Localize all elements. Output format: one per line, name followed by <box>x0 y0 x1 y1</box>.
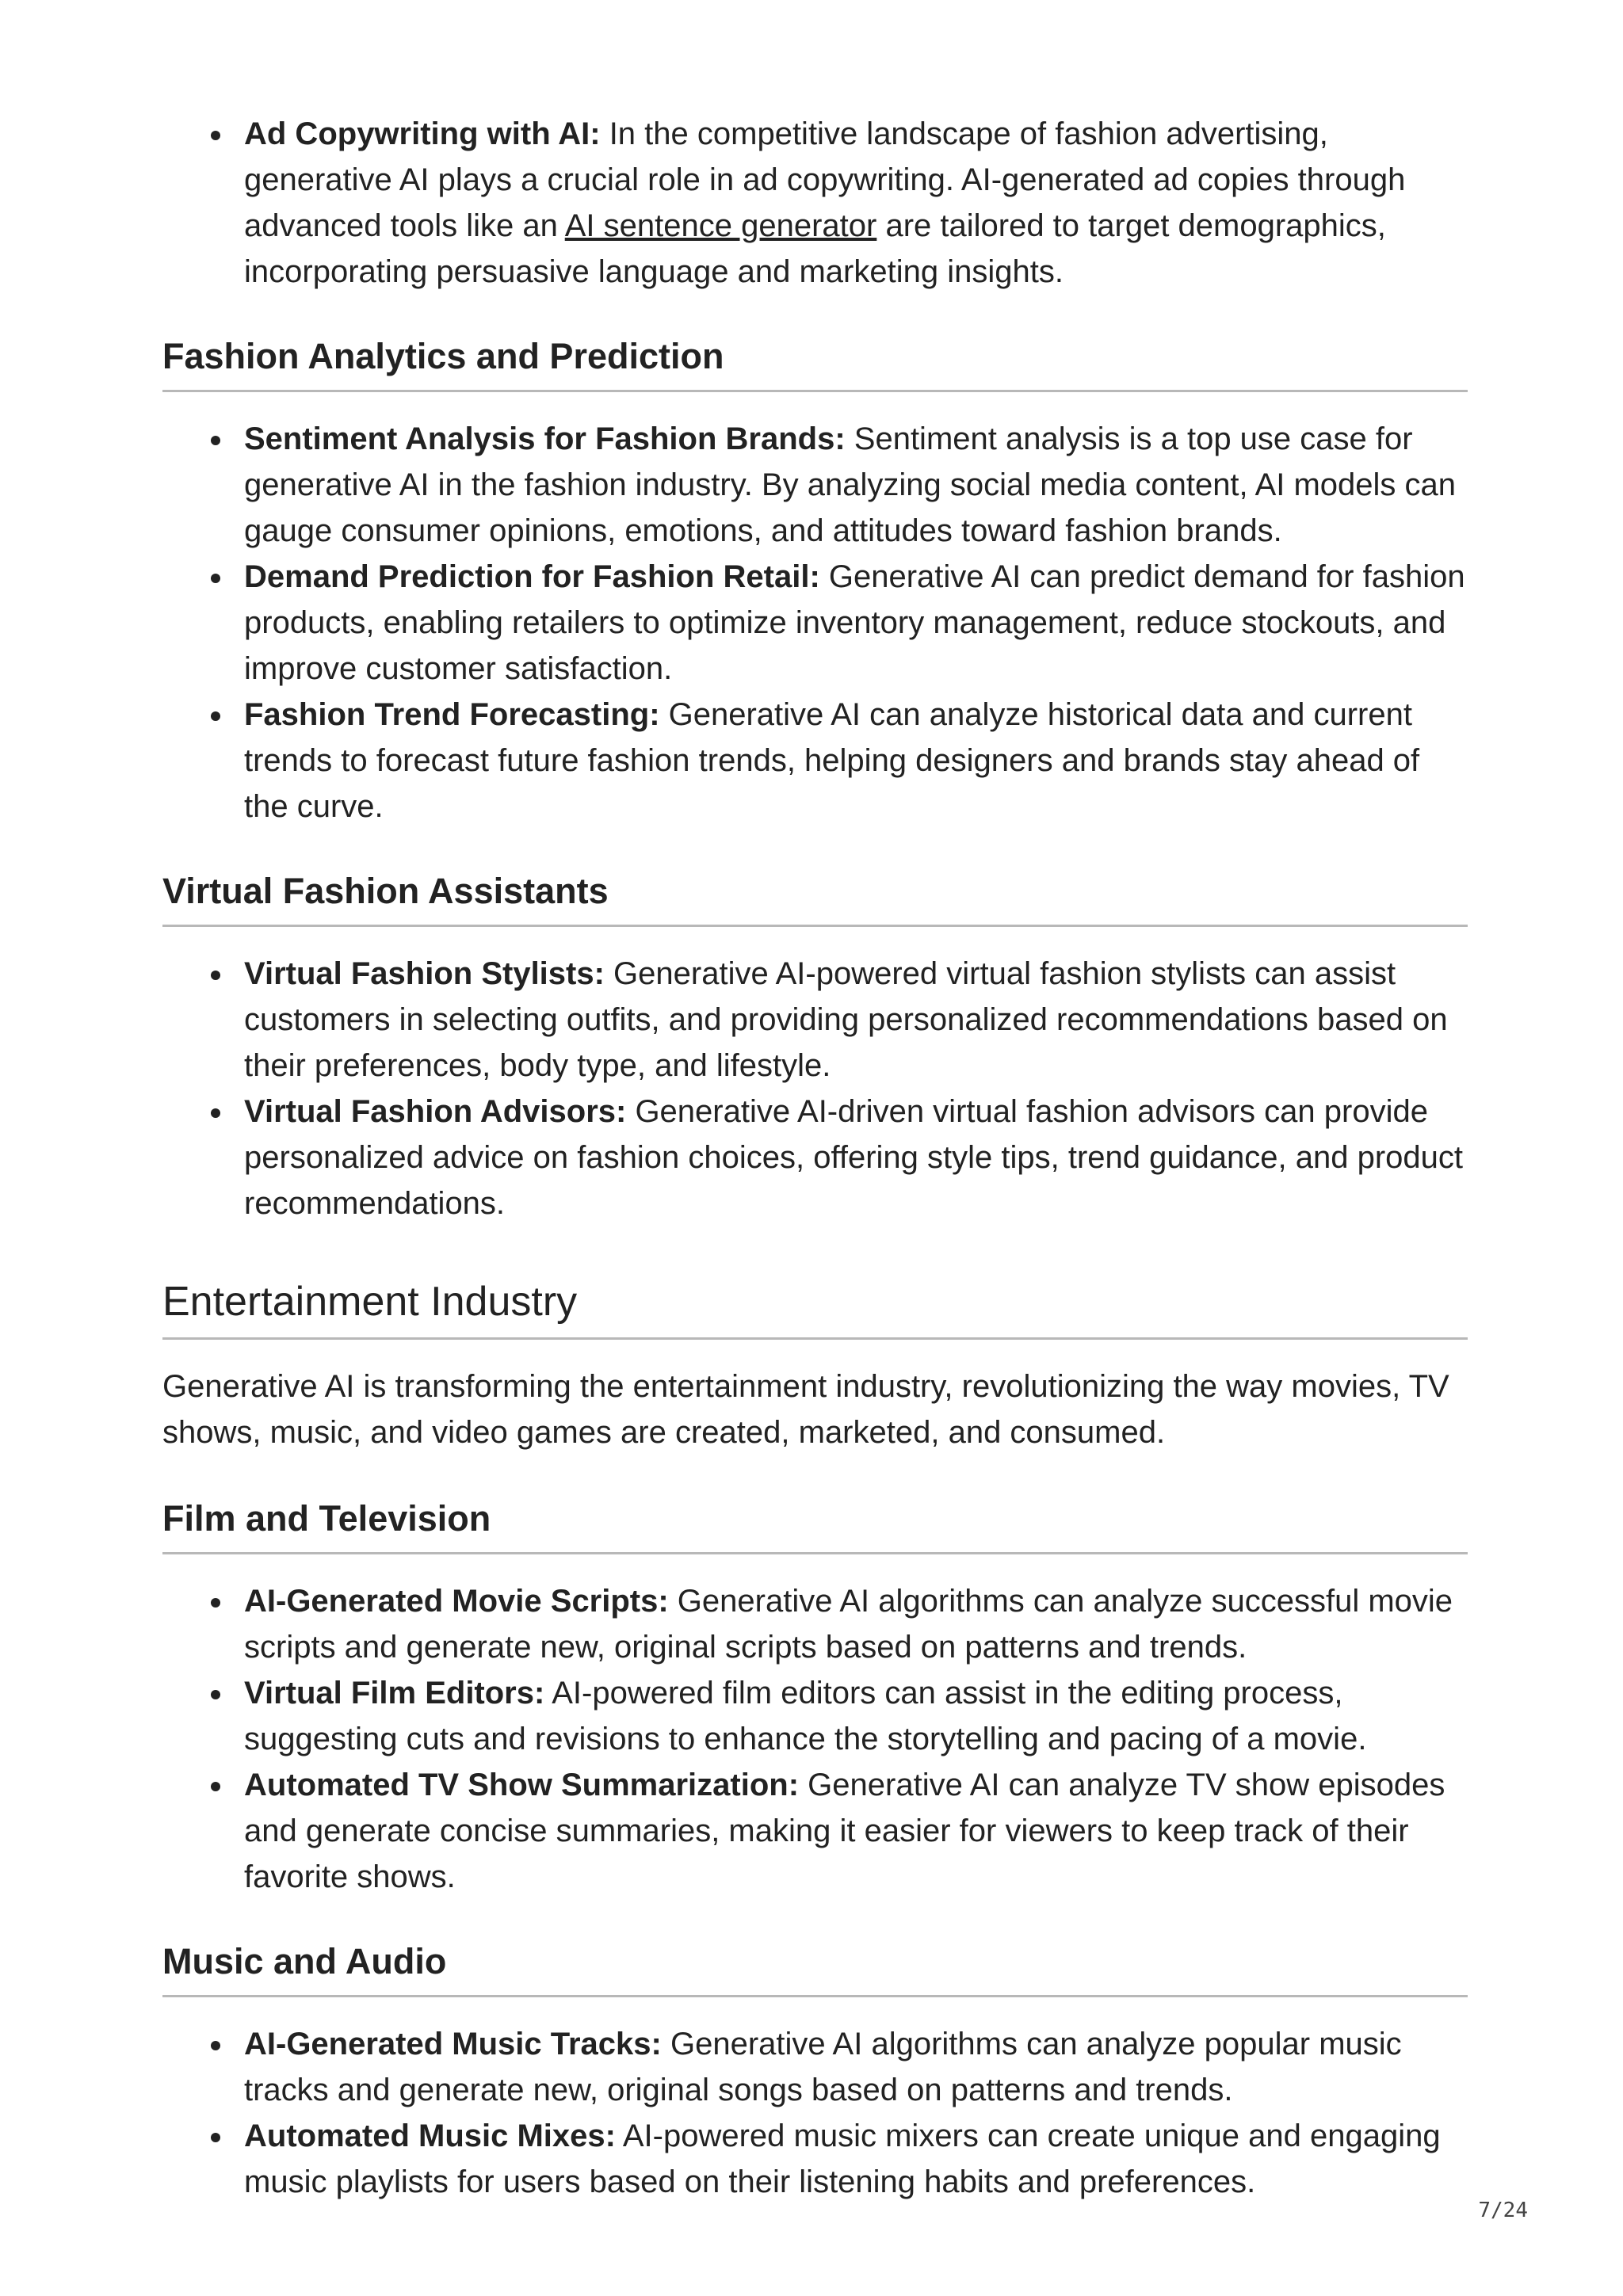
list-item-term: Ad Copywriting with AI: <box>244 116 601 151</box>
list-item-term: Virtual Fashion Stylists: <box>244 956 605 991</box>
list-item-text: In the competitive landscape of fashion advertising, generative AI plays a crucial role in ad copywriting. AI-generated ad copies through advanced tools like an <box>244 116 1406 243</box>
list-item-term: AI-Generated Movie Scripts: <box>244 1584 669 1619</box>
list-item-text: AI-powered music mixers can create unique and engaging music playlists for users based on their listening habits and preferences. <box>244 2119 1441 2199</box>
page-number: 7/24 <box>1478 2199 1528 2222</box>
ad-copywriting-list <box>162 111 1468 295</box>
virtual-assistants-list <box>162 951 1468 1226</box>
list-item-text: Generative AI-driven virtual fashion advisors can provide personalized advice on fashion choices, offering style tips, trend guidance, and product recommendations. <box>244 1094 1464 1221</box>
virtual-assistants-heading: Virtual Fashion Assistants <box>162 868 1468 927</box>
list-item-text: are tailored to target demographics, incorporating persuasive language and marketing insights. <box>244 208 1386 289</box>
list-item-text: Sentiment analysis is a top use case for generative AI in the fashion industry. By analyzing social media content, AI models can gauge consumer opinions, emotions, and attitudes toward fashion brands. <box>244 421 1457 548</box>
list-item-term: Automated Music Mixes: <box>244 2119 616 2153</box>
list-item <box>244 2113 1468 2205</box>
ai-sentence-generator-link[interactable]: AI sentence generator <box>564 208 877 243</box>
list-item <box>244 1670 1468 1762</box>
list-item <box>244 951 1468 1089</box>
list-item-text: Generative AI can predict demand for fashion products, enabling retailers to optimize inventory management, reduce stockouts, and improve customer satisfaction. <box>244 559 1465 686</box>
entertainment-heading: Entertainment Industry <box>162 1274 1468 1340</box>
list-item-text: Generative AI can analyze TV show episodes and generate concise summaries, making it easier for viewers to keep track of their favorite shows. <box>244 1768 1445 1894</box>
list-item-text: Generative AI algorithms can analyze popular music tracks and generate new, original songs based on patterns and trends. <box>244 2027 1402 2107</box>
film-tv-list <box>162 1578 1468 1900</box>
list-item-text: AI-powered film editors can assist in the editing process, suggesting cuts and revisions to enhance the storytelling and pacing of a movie. <box>244 1676 1367 1756</box>
film-tv-heading: Film and Television <box>162 1495 1468 1554</box>
list-item <box>244 1578 1468 1670</box>
document-body <box>162 111 1468 2205</box>
list-item-term: Virtual Fashion Advisors: <box>244 1094 627 1129</box>
list-item <box>244 111 1468 295</box>
list-item-text: Generative AI can analyze historical data and current trends to forecast future fashion trends, helping designers and brands stay ahead of the curve. <box>244 697 1420 824</box>
list-item <box>244 1762 1468 1900</box>
entertainment-intro: Generative AI is transforming the entertainment industry, revolutionizing the way movies, TV shows, music, and video games are created, marketed, and consumed. <box>162 1369 1449 1450</box>
list-item-term: Automated TV Show Summarization: <box>244 1768 800 1802</box>
list-item-text: Generative AI-powered virtual fashion stylists can assist customers in selecting outfits, and providing personalized recommendations based on their preferences, body type, and lifestyle. <box>244 956 1448 1083</box>
list-item <box>244 416 1468 554</box>
list-item-term: AI-Generated Music Tracks: <box>244 2027 662 2061</box>
list-item <box>244 554 1468 692</box>
list-item-term: Virtual Film Editors: <box>244 1676 545 1711</box>
list-item <box>244 2021 1468 2113</box>
list-item-term: Fashion Trend Forecasting: <box>244 697 660 732</box>
list-item <box>244 1089 1468 1226</box>
music-audio-heading: Music and Audio <box>162 1938 1468 1997</box>
list-item-term: Demand Prediction for Fashion Retail: <box>244 559 820 594</box>
list-item-text: Generative AI algorithms can analyze successful movie scripts and generate new, original scripts based on patterns and trends. <box>244 1584 1453 1665</box>
fashion-analytics-heading: Fashion Analytics and Prediction <box>162 333 1468 392</box>
music-audio-list <box>162 2021 1468 2205</box>
list-item <box>244 692 1468 830</box>
fashion-analytics-list <box>162 416 1468 830</box>
list-item-term: Sentiment Analysis for Fashion Brands: <box>244 421 846 456</box>
